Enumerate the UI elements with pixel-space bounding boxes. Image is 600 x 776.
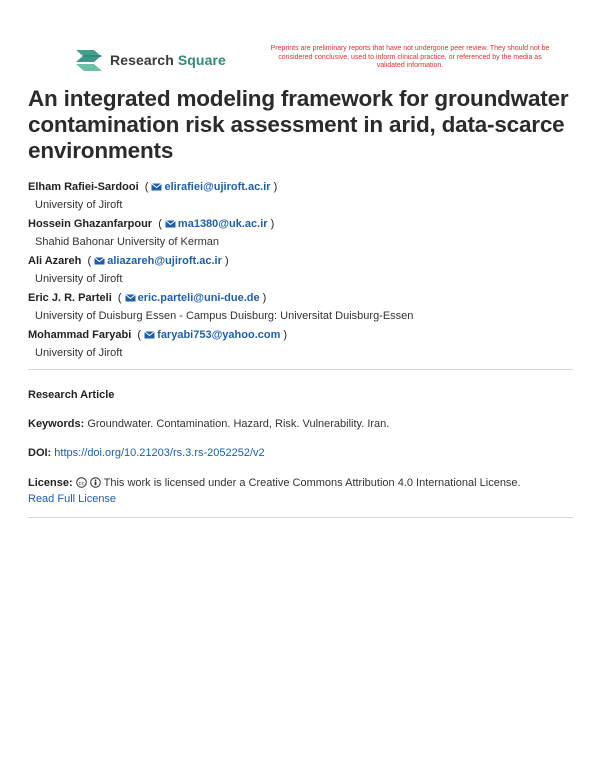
keywords-label: Keywords: <box>28 418 85 430</box>
license-label: License: <box>28 477 73 489</box>
envelope-icon <box>151 183 162 191</box>
envelope-icon <box>125 294 136 302</box>
research-square-logo-icon <box>74 48 104 72</box>
author-name: Elham Rafiei-Sardooi <box>28 181 139 193</box>
author-affiliation: University of Jiroft <box>35 347 123 359</box>
envelope-icon <box>94 257 105 265</box>
logo-text <box>110 52 226 68</box>
doi-row <box>28 445 573 461</box>
author-affiliation: Shahid Bahonar University of Kerman <box>35 236 220 248</box>
author-name: Hossein Ghazanfarpour <box>28 218 153 230</box>
author-affiliation: University of Jiroft <box>35 199 123 211</box>
divider <box>28 369 573 370</box>
doi-link[interactable]: https://doi.org/10.21203/rs.3.rs-2052252/v2 <box>54 447 265 459</box>
license-text: This work is licensed under a Creative Commons Attribution 4.0 International License. <box>103 477 521 489</box>
author-email-link[interactable]: faryabi753@yahoo.com <box>157 329 281 341</box>
author-list <box>28 178 573 363</box>
doi-label: DOI: <box>28 447 52 459</box>
author-name: Eric J. R. Parteli <box>28 292 112 304</box>
author-affiliation: University of Jiroft <box>35 273 123 285</box>
attribution-icon <box>90 477 101 488</box>
article-type <box>28 387 573 403</box>
header <box>0 0 600 80</box>
svg-text:cc: cc <box>78 480 85 487</box>
license-row <box>28 475 573 507</box>
read-full-license-link[interactable]: Read Full License <box>28 493 117 505</box>
author-item: Hossein Ghazanfarpour ( ma1380@uk.ac.ir ) Shahid Bahonar University of Kerman <box>28 215 573 251</box>
preprint-disclaimer: Preprints are preliminary reports that have not undergone peer review. They should not be considered conclusive, used to inform clinical practice, or referenced by the media as validated information. <box>270 45 550 69</box>
logo-text-square: Square <box>177 52 226 68</box>
envelope-icon <box>165 220 176 228</box>
author-item: Eric J. R. Parteli ( eric.parteli@uni-due.de ) University of Duisburg Essen - Campus Duisburg: Universitat Duisburg-Essen <box>28 289 573 325</box>
article-type-label: Research Article <box>28 389 115 401</box>
author-email-link[interactable]: ma1380@uk.ac.ir <box>177 218 268 230</box>
envelope-icon <box>144 331 155 339</box>
author-item: Elham Rafiei-Sardooi ( elirafiei@ujiroft.ac.ir ) University of Jiroft <box>28 178 573 214</box>
author-email-link[interactable]: elirafiei@ujiroft.ac.ir <box>164 181 271 193</box>
divider <box>28 517 573 518</box>
research-square-logo[interactable] <box>74 48 226 72</box>
keywords-value: Groundwater. Contamination. Hazard, Risk. Vulnerability. Iran. <box>87 418 390 430</box>
author-email-link[interactable]: eric.parteli@uni-due.de <box>137 292 260 304</box>
author-name: Ali Azareh <box>28 255 82 267</box>
paper-title: An integrated modeling framework for groundwater contamination risk assessment in arid, data-scarce environments <box>28 86 569 163</box>
author-name: Mohammad Faryabi <box>28 329 132 341</box>
creative-commons-icon <box>76 477 87 488</box>
author-email-link[interactable]: aliazareh@ujiroft.ac.ir <box>107 255 222 267</box>
author-item: Ali Azareh ( aliazareh@ujiroft.ac.ir ) University of Jiroft <box>28 252 573 288</box>
author-item: Mohammad Faryabi ( faryabi753@yahoo.com ) University of Jiroft <box>28 326 573 362</box>
keywords-row <box>28 416 573 432</box>
author-affiliation: University of Duisburg Essen - Campus Duisburg: Universitat Duisburg-Essen <box>35 310 414 322</box>
logo-text-research: Research <box>110 52 174 68</box>
